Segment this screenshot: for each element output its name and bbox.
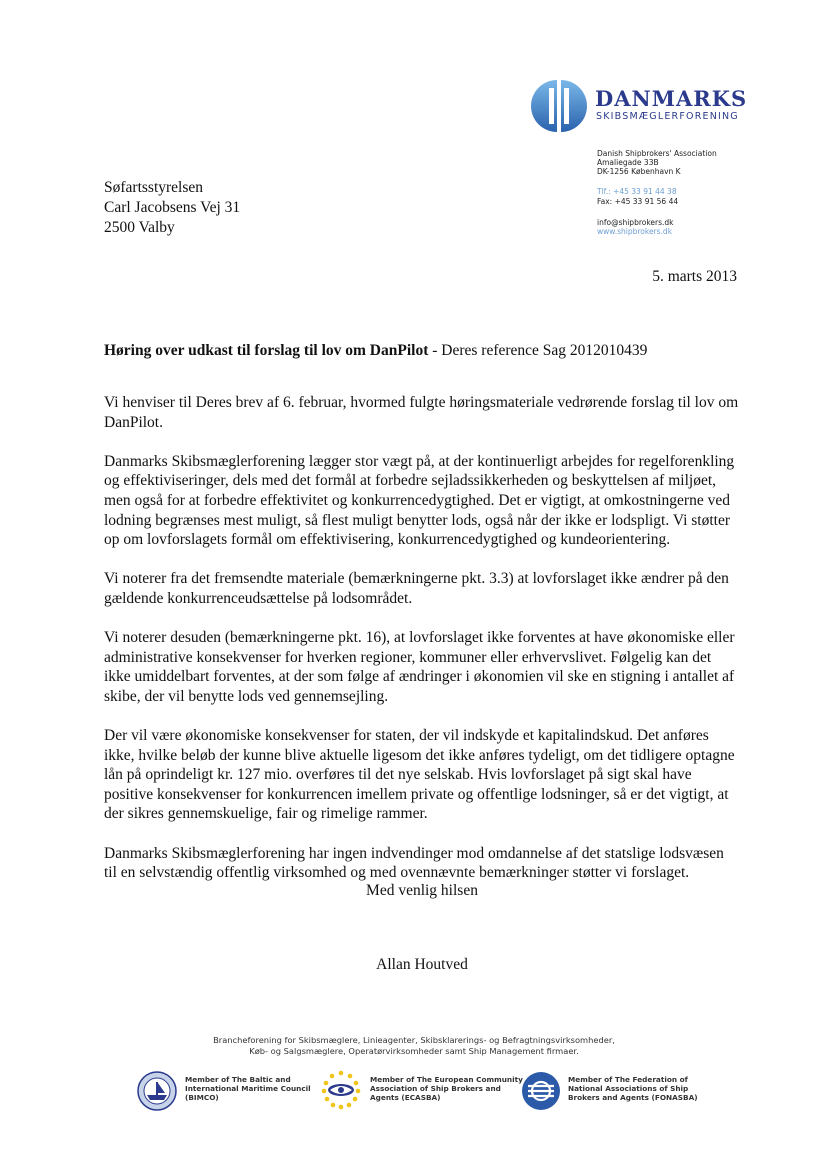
paragraph: Vi noterer fra det fremsendte materiale (bemærkningerne pkt. 3.3) at lovforslaget ikke ændrer på den gældende konkurrenceudsættelse på lodsområdet. bbox=[104, 570, 729, 607]
letter-date: 5. marts 2013 bbox=[652, 268, 737, 285]
letter-subject bbox=[104, 342, 647, 360]
member-bimco-line: International Maritime Council bbox=[185, 1084, 311, 1093]
paragraph: Vi noterer desuden (bemærkningerne pkt. 16), at lovforslaget ikke forventes at have økonomiske eller administrative konsekvenser for hverken regioner, kommuner eller erhvervslivet. Følgelig kan det ikke umiddelbart forventes, at der som følge af ændringer i økonomien vil ske en stigning i antallet af skibe, der vil benytte lods ved gennemsejling. bbox=[104, 629, 735, 705]
bimco-logo-icon bbox=[137, 1071, 177, 1111]
paragraph: Danmarks Skibsmæglerforening har ingen indvendinger mod omdannelse af det statslige lodsvæsen til en selvstændig offentlig virksomhed og med ovennævnte bemærkninger støtter vi forslaget. bbox=[104, 844, 724, 882]
letter-body bbox=[104, 393, 740, 902]
organization-logo-icon bbox=[531, 78, 587, 134]
member-bimco-line: Member of The Baltic and bbox=[185, 1075, 291, 1084]
contact-city: DK-1256 København K bbox=[597, 167, 681, 176]
member-fonasba bbox=[568, 1075, 698, 1102]
member-fonasba-line: Brokers and Agents (FONASBA) bbox=[568, 1093, 698, 1102]
footer-description bbox=[104, 1035, 724, 1057]
member-fonasba-line: Member of The Federation of bbox=[568, 1075, 688, 1084]
contact-email[interactable]: info@shipbrokers.dk bbox=[597, 218, 674, 227]
member-bimco-line: (BIMCO) bbox=[185, 1093, 219, 1102]
recipient-city: 2500 Valby bbox=[104, 219, 175, 236]
organization-name: DANMARKS bbox=[595, 86, 748, 111]
contact-association: Danish Shipbrokers' Association bbox=[597, 149, 717, 158]
paragraph: Danmarks Skibsmæglerforening lægger stor vægt på, at der kontinuerligt arbejdes for regelforenkling og effektiviseringer, dels med det formål at forbedre sejladssikkerheden og beskyttelsen af miljøet, men også for at forbedre effektivitet og konkurrencedygtighed. Det er vigtigt, at omkostningerne ved lodning begrænses mest muligt, så flest muligt benytter lods, også når der ikke er lodspligt. Vi støtter op om lovforslagets formål om effektivisering, konkurrencedygtighed og kundeorientering. bbox=[104, 452, 735, 549]
signatory-name: Allan Houtved bbox=[376, 956, 468, 973]
paragraph: Vi henviser til Deres brev af 6. februar, hvormed fulgte høringsmateriale vedrørende forslag til lov om DanPilot. bbox=[104, 394, 739, 431]
recipient-street: Carl Jacobsens Vej 31 bbox=[104, 199, 241, 216]
contact-fax: Fax: +45 33 91 56 44 bbox=[597, 197, 679, 206]
member-ecasba bbox=[370, 1075, 523, 1102]
ecasba-logo-icon bbox=[318, 1068, 364, 1112]
recipient-name: Søfartsstyrelsen bbox=[104, 179, 204, 196]
subject-reference: - Deres reference Sag 2012010439 bbox=[428, 342, 648, 359]
member-ecasba-line: Association of Ship Brokers and bbox=[370, 1084, 501, 1093]
member-ecasba-line: Member of The European Community bbox=[370, 1075, 523, 1084]
subject-title: Høring over udkast til forslag til lov om DanPilot bbox=[104, 342, 429, 359]
contact-tel: Tlf.: +45 33 91 44 38 bbox=[597, 187, 677, 196]
organization-subtitle: SKIBSMÆGLERFORENING bbox=[596, 111, 739, 122]
paragraph: Der vil være økonomiske konsekvenser for staten, der vil indskyde et kapitalindskud. Det anføres ikke, hvilke beløb der kunne blive aktuelle ligesom det ikke anføres tydeligt, om det tidligere optagne lån på oprindeligt kr. 127 mio. overføres til det nye selskab. Hvis lovforslaget på sigt skal have positive konsekvenser for konkurrencen imellem private og offentlige lodsninger, så er det vigtigt, at der sikres gennemskuelige, fair og rimelige rammer. bbox=[104, 727, 735, 823]
member-bimco bbox=[185, 1075, 311, 1102]
member-ecasba-line: Agents (ECASBA) bbox=[370, 1093, 441, 1102]
contact-web[interactable]: www.shipbrokers.dk bbox=[597, 227, 673, 236]
recipient-address bbox=[104, 178, 240, 238]
contact-street: Amaliegade 33B bbox=[597, 158, 659, 167]
member-fonasba-line: National Associations of Ship bbox=[568, 1084, 689, 1093]
closing-greeting: Med venlig hilsen bbox=[366, 882, 478, 899]
fonasba-logo-icon bbox=[521, 1071, 561, 1111]
footer-line-1: Brancheforening for Skibsmæglere, Linieagenter, Skibsklarerings- og Befragtningsvirksomheder, bbox=[213, 1035, 615, 1045]
footer-line-2: Køb- og Salgsmæglere, Operatørvirksomheder samt Ship Management firmaer. bbox=[249, 1046, 579, 1056]
